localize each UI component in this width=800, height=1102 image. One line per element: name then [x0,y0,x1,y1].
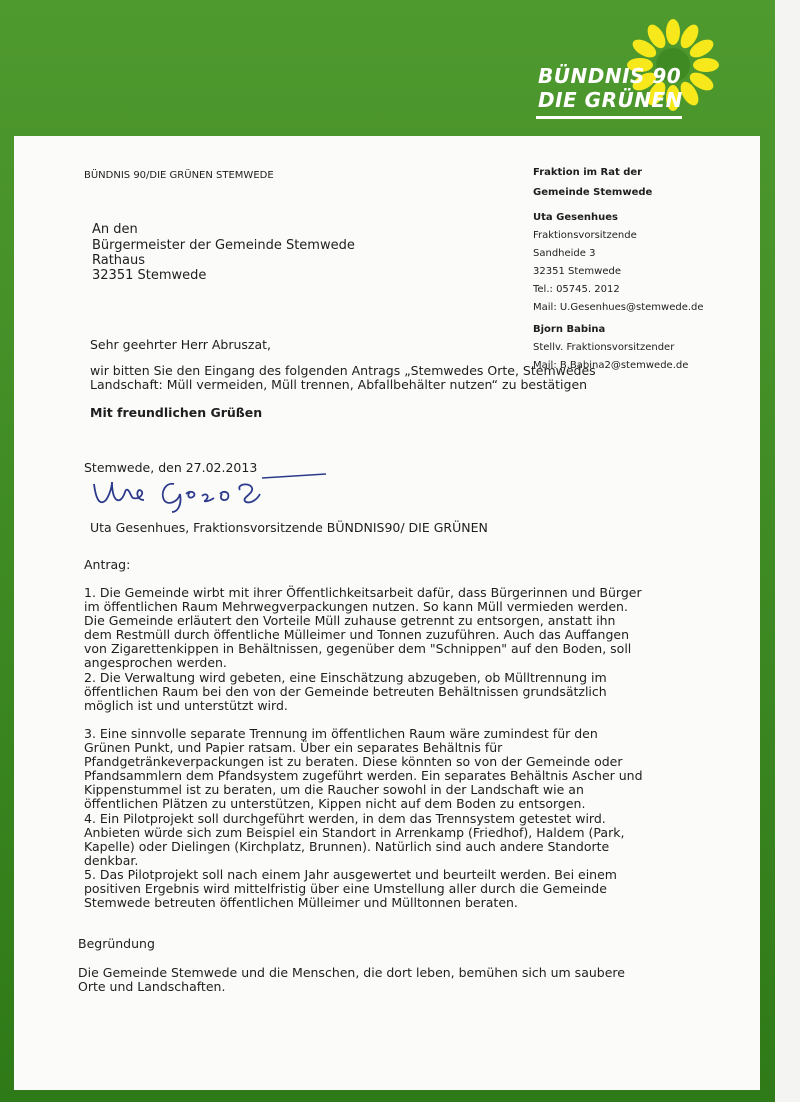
signature-name-line: Uta Gesenhues, Fraktionsvorsitzende BÜNDNIS90/ DIE GRÜNEN [90,520,488,535]
antrag-point-4 [84,812,644,868]
person1-mail[interactable]: Mail: U.Gesenhues@stemwede.de [533,302,704,313]
point-4-text: 4. Ein Pilotprojekt soll durchgeführt werden, in dem das Trennsystem getestet wird. Anbieten würde sich zum Beispiel ein Standort in Arrenkamp (Friedhof), Haldem (Park, Kapelle) oder Dielingen (Kirchplatz, Brunnen). Natürlich sind auch andere Standorte denkbar. [84,811,625,868]
place-date: Stemwede, den 27.02.2013 [84,460,258,475]
person2-role: Stellv. Fraktionsvorsitzender [533,342,675,353]
person1-role: Fraktionsvorsitzende [533,230,637,241]
person1-street: Sandheide 3 [533,248,596,259]
closing: Mit freundlichen Grüßen [90,405,263,420]
logo-text-line2: DIE GRÜNEN [538,88,683,112]
recipient-line3: Rathaus [92,253,146,268]
antrag-point-3 [84,727,644,811]
intro-text: wir bitten Sie den Eingang des folgenden Antrags „Stemwedes Orte, Stemwedes Landschaft: Müll vermeiden, Müll trennen, Abfallbehälter nutzen“ zu bestätigen [90,363,596,392]
begruendung-paragraph [78,966,648,994]
begruendung-text: Die Gemeinde Stemwede und die Menschen, die dort leben, bemühen sich um saubere Orte und Landschaften. [78,965,625,994]
logo-underline [536,116,682,119]
person1-tel: Tel.: 05745. 2012 [533,284,620,295]
point-5-text: 5. Das Pilotprojekt soll nach einem Jahr ausgewertet und beurteilt werden. Bei einem positiven Ergebnis wird mittelfristig über eine Umstellung aller durch die Gemeinde Stemwede betreuten öffentlichen Mülleimer und Mülltonnen beraten. [84,867,617,910]
point-1-text: 1. Die Gemeinde wirbt mit ihrer Öffentlichkeitsarbeit dafür, dass Bürgerinnen und Bürger im öffentlichen Raum Mehrwegverpackungen nutzen. So kann Müll vermieden werden. Die Gemeinde erläutert den Vorteile Müll zuhause getrennt zu entsorgen, anstatt ihn dem Restmüll durch öffentliche Mülleimer und Tonnen zuzuführen. Auch das Auffangen von Zigarettenkippen in Behältnissen, gegenüber dem "Schnippen" auf den Boden, soll angesprochen werden. [84,585,642,670]
point-2-text: 2. Die Verwaltung wird gebeten, eine Einschätzung abzugeben, ob Mülltrennung im öffentlichen Raum bei den von der Gemeinde betreuten Behältnissen grundsätzlich möglich ist und unterstützt wird. [84,670,607,713]
logo-text-line1: BÜNDNIS 90 [538,64,682,88]
page-edge [775,0,800,1102]
antrag-heading: Antrag: [84,557,131,572]
handwritten-signature [90,470,330,515]
salutation: Sehr geehrter Herr Abruszat, [90,337,272,352]
antrag-point-2 [84,671,644,713]
person1-name: Uta Gesenhues [533,212,618,223]
person2-name: Bjorn Babina [533,324,606,335]
point-3-text: 3. Eine sinnvolle separate Trennung im öffentlichen Raum wäre zumindest für den Grünen Punkt, und Papier ratsam. Über ein separates Behältnis für Pfandgetränkeverpackungen ist zu beraten. Diese könnten so von der Gemeinde oder Pfandsammlern dem Pfandsystem zugeführt werden. Ein separates Behältnis Ascher und Kippenstummel ist zu beraten, um die Raucher sowohl in der Landschaft wie an öffentlichen Plätzen zu unterstützen, Kippen nicht auf dem Boden zu entsorgen. [84,726,643,811]
party-logo [530,18,730,128]
person1-city: 32351 Stemwede [533,266,621,277]
intro-paragraph [90,364,660,392]
recipient-line2: Bürgermeister der Gemeinde Stemwede [92,238,355,253]
sender-line: BÜNDNIS 90/DIE GRÜNEN STEMWEDE [84,170,274,181]
begruendung-heading: Begründung [78,936,155,951]
sidebar-title2: Gemeinde Stemwede [533,187,653,198]
antrag-point-5 [84,868,644,910]
recipient-line4: 32351 Stemwede [92,268,207,283]
sidebar-title1: Fraktion im Rat der [533,167,643,178]
recipient-line1: An den [92,222,138,237]
antrag-point-1 [84,586,644,670]
person2-mail[interactable]: Mail: B.Babina2@stemwede.de [533,360,689,371]
